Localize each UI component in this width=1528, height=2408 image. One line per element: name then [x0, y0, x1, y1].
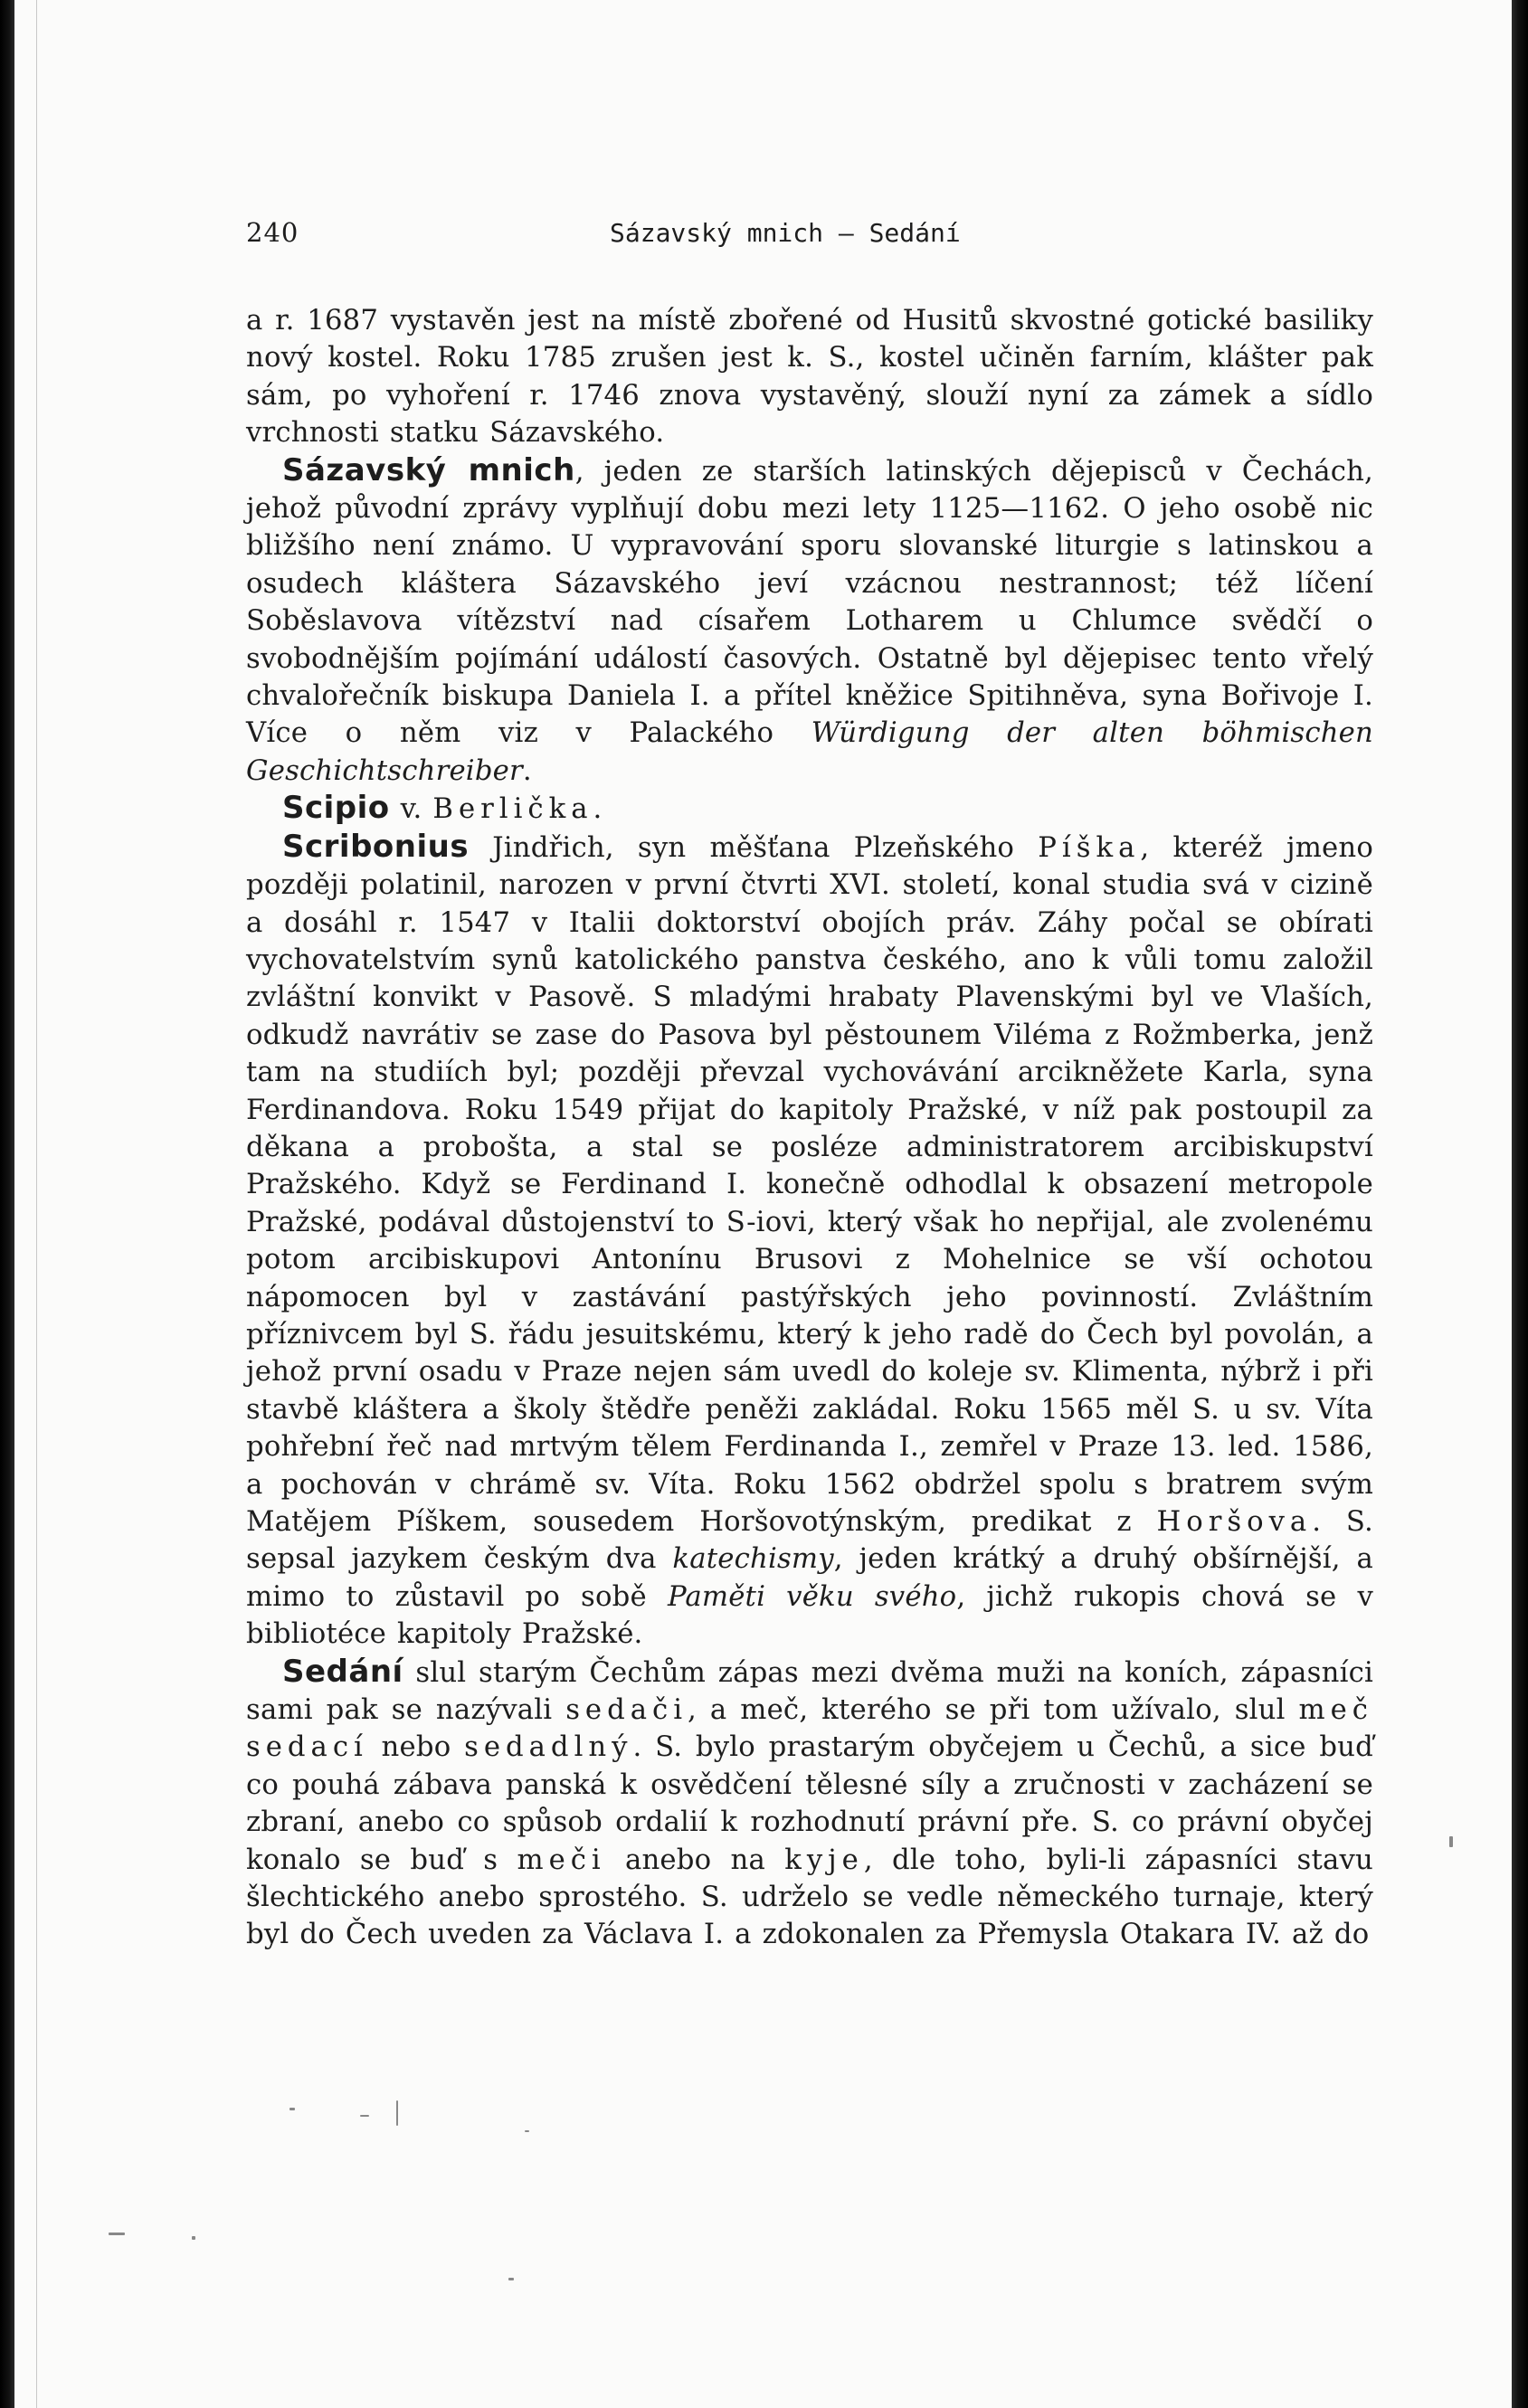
scan-speck [508, 2278, 514, 2280]
body-text [246, 302, 1373, 1954]
scan-speck [360, 2115, 369, 2117]
scan-edge-right [1512, 0, 1528, 2408]
scan-crease-line [36, 0, 37, 2408]
scan-speck [192, 2236, 195, 2240]
scan-edge-left [0, 0, 14, 2408]
book-page [246, 217, 1373, 1954]
entry-sazavsky-mnich: Sázavský mnich, jeden ze starších latinských dějepisců v Čechách, jehož původní zprávy vyplňují dobu mezi lety 1125—1162. O jeho osobě nic bližšího není známo. U vypravování sporu slovanské liturgie s latinskou a osudech kláštera Sázavského jeví vzácnou nestrannost; též líčení Soběslavova vítězství nad císařem Lotharem u Chlumce svědčí o svobodnějším pojímání událostí časových. Ostatně byl dějepisec tento vřelý chvalořečník biskupa Daniela I. a přítel kněžice Spitihněva, syna Bořivoje I. Více o něm viz v Palackého Würdigung der alten böhmischen Geschichtschreiber. [246, 451, 1374, 787]
page-header [246, 217, 1373, 266]
entry-sedani: Sedání slul starým Čechům zápas mezi dvěma muži na koních, zápasníci sami pak se nazývali sedači, a meč, kterého se při tom užívalo, slul meč sedací nebo sedadlný. S. bylo prastarým obyčejem u Čechů, a sice buď co pouhá zábava panská k osvědčení tělesné síly a zručnosti v zacházení se zbraní, anebo co spůsob ordalií k rozhodnutí právní pře. S. co právní obyčej konalo se buď s meči anebo na kyje, dle toho, byli-li zápasníci stavu šlechtického anebo sprostého. S. udrželo se vedle německého turnaje, který byl do Čech uveden za Václava I. a zdokonalen za Přemysla Otakara IV. až do [246, 1653, 1373, 1951]
scan-speck [289, 2108, 295, 2110]
entry-headword: Scipio [282, 790, 390, 827]
scan-speck [1449, 1836, 1453, 1847]
book-title: Würdigung der alten böhmischen Geschichtschreiber [246, 717, 1373, 787]
scan-speck [109, 2233, 125, 2235]
scan-speck [525, 2130, 529, 2132]
entry-headword: Scribonius [282, 828, 470, 865]
running-head: Sázavský mnich — Sedání [610, 218, 961, 248]
page-number: 240 [246, 217, 299, 248]
scan-speck [396, 2100, 398, 2126]
paragraph-continuation: a r. 1687 vystavěn jest na místě zbořené od Husitů skvostné gotické basiliky nový kostel. Roku 1785 zrušen jest k. S., kostel učiněn farním, klášter pak sám, po vyhoření r. 1746 znova vystavěný, slouží nyní za zámek a sídlo vrchnosti statku Sázavského. [246, 305, 1373, 450]
cross-reference: Berlička [432, 793, 593, 826]
entry-headword: Sázavský mnich [282, 451, 575, 488]
entry-headword: Sedání [282, 1653, 403, 1690]
entry-scribonius: Scribonius Jindřich, syn měšťana Plzeňského Píška, kteréž jmeno později polatinil, narozen v první čtvrti XVI. století, konal studia svá v cizině a dosáhl r. 1547 v Italii doktorství obojích práv. Záhy počal se obírati vychovatelstvím synů katolického panstva českého, ano k vůli tomu založil zvláštní konvikt v Pasově. S mladými hrabaty Plavenskými byl ve Vlaších, odkudž navrátiv se zase do Pasova byl pěstounem Viléma z Rožmberka, jenž tam na studiích byl; později převzal vychovávání arcikněžete Karla, syna Ferdinandova. Roku 1549 přijat do kapitoly Pražské, v níž pak postoupil za děkana a probošta, a stal se posléze administratorem arcibiskupství Pražského. Když se Ferdinand I. konečně odhodlal k obsazení metropole Pražské, podával důstojenství to S-iovi, který však ho nepřijal, ale zvolenému potom arcibiskupovi Antonínu Brusovi z Mohelnice se vší ochotou nápomocen byl v zastávání pastýřských jeho povinností. Zvláštním příznivcem byl S. řádu jesuitskému, který k jeho radě do Čech byl povolán, a jehož první osadu v Praze nejen sám uvedl do koleje sv. Klimenta, nýbrž i při stavbě kláštera a školy štědře peněži zakládal. Roku 1565 měl S. u sv. Víta pohřební řeč nad mrtvým tělem Ferdinanda I., zemřel v Praze 13. led. 1586, a pochován v chrámě sv. Víta. Roku 1562 obdržel spolu s bratrem svým Matějem Píškem, sousedem Horšovotýnským, predikat z Horšova. S. sepsal jazykem českým dva katechismy, jeden krátký a druhý obšírnější, a mimo to zůstavil po sobě Paměti věku svého, jichž rukopis chová se v bibliotéce kapitoly Pražské. [246, 828, 1373, 1651]
entry-scipio: Scipio v. Berlička. [282, 790, 603, 827]
